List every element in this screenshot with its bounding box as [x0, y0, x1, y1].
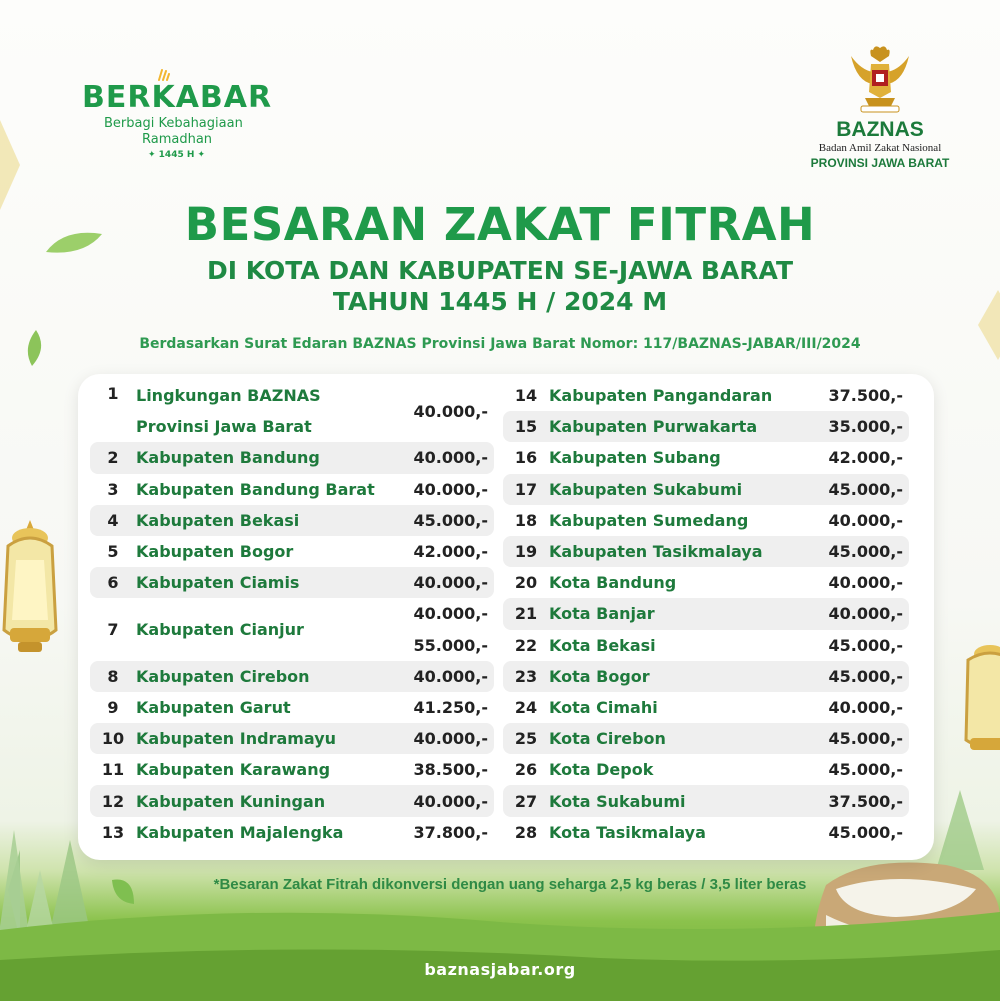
lantern-right-illustration [950, 640, 1000, 770]
row-region: Kabupaten Karawang [136, 760, 331, 780]
row-number: 7 [107, 620, 119, 640]
row-region: Kabupaten Pangandaran [549, 386, 773, 406]
row-number: 5 [107, 542, 119, 562]
table-row [503, 754, 909, 785]
row-amount: 40.000,- [413, 791, 488, 811]
row-amount: 40.000,- [413, 448, 488, 468]
table-row [90, 817, 494, 848]
page-title: BESARAN ZAKAT FITRAH [184, 198, 816, 251]
website-link[interactable]: baznasjabar.org [424, 960, 576, 979]
row-region: Kota Depok [549, 760, 654, 780]
row-amount: 40.000,- [828, 573, 903, 593]
table-row [90, 785, 494, 816]
table-row [503, 598, 909, 629]
table-row [90, 474, 494, 505]
table-row [503, 723, 909, 754]
row-amount: 45.000,- [828, 542, 903, 562]
org-name: BAZNAS [836, 118, 924, 141]
row-region [136, 598, 388, 660]
table-row [90, 661, 494, 692]
brand-tagline-1: Berbagi Kebahagiaan [104, 116, 243, 131]
row-amount: 40.000,- [413, 479, 488, 499]
brand-tagline-2: Ramadhan [142, 132, 213, 147]
row-amount: 40.000,- [413, 666, 488, 686]
row-region: Kabupaten Sumedang [549, 510, 749, 530]
row-amount: 42.000,- [413, 542, 488, 562]
table-row [90, 380, 494, 442]
row-number: 11 [101, 760, 125, 780]
table-row [90, 505, 494, 536]
row-amount: 37.500,- [828, 386, 903, 406]
row-amount: 45.000,- [828, 666, 903, 686]
row-region: Kabupaten Indramayu [136, 729, 337, 749]
row-number: 19 [514, 542, 538, 562]
baznas-logo [800, 42, 960, 174]
table-row [90, 692, 494, 723]
row-number: 15 [514, 417, 538, 437]
row-region: Kota Tasikmalaya [549, 822, 706, 842]
table-row [90, 536, 494, 567]
org-subtitle: Badan Amil Zakat Nasional [818, 142, 942, 154]
row-amount: 55.000,- [413, 635, 488, 655]
table-row [90, 442, 494, 473]
row-region-label: Kabupaten Cianjur [136, 620, 304, 640]
org-province: PROVINSI JAWA BARAT [810, 156, 950, 170]
row-number: 26 [514, 760, 538, 780]
row-number: 20 [514, 573, 538, 593]
ornament-top-left [0, 120, 20, 210]
row-number: 2 [107, 448, 119, 468]
table-row [503, 380, 909, 411]
table-row [503, 505, 909, 536]
table-row [503, 630, 909, 661]
row-amount: 45.000,- [828, 635, 903, 655]
row-region: Kota Banjar [549, 604, 655, 624]
row-number: 16 [514, 448, 538, 468]
row-amount: 40.000,- [413, 729, 488, 749]
lantern-left-illustration [0, 520, 66, 680]
row-number: 8 [107, 666, 119, 686]
berkabar-logo [80, 68, 290, 158]
row-amount: 45.000,- [828, 760, 903, 780]
row-amount: 40.000,- [828, 510, 903, 530]
zakat-table-left-column [90, 380, 494, 848]
row-region: Kabupaten Subang [549, 448, 721, 468]
row-number: 21 [514, 604, 538, 624]
row-number: 12 [101, 791, 125, 811]
reference-note: Berdasarkan Surat Edaran BAZNAS Provinsi Jawa Barat Nomor: 117/BAZNAS-JABAR/III/2024 [139, 336, 861, 352]
row-amount: 37.500,- [828, 791, 903, 811]
row-region: Kabupaten Bekasi [136, 510, 300, 530]
row-region: Kota Bogor [549, 666, 650, 686]
row-number: 22 [514, 635, 538, 655]
garuda-emblem-icon [847, 42, 913, 114]
row-number: 17 [514, 479, 538, 499]
row-number: 13 [101, 822, 125, 842]
row-number: 23 [514, 666, 538, 686]
row-number: 4 [107, 510, 119, 530]
row-amount: 40.000,- [828, 697, 903, 717]
row-region: Kabupaten Sukabumi [549, 479, 743, 499]
row-region: Kabupaten Cirebon [136, 666, 310, 686]
zakat-table-right-column [503, 380, 909, 848]
row-amount: 42.000,- [828, 448, 903, 468]
table-row [503, 785, 909, 816]
row-region [136, 380, 388, 442]
row-number: 10 [101, 729, 125, 749]
row-number: 25 [514, 729, 538, 749]
row-number: 6 [107, 573, 119, 593]
row-number: 18 [514, 510, 538, 530]
row-region: Kabupaten Majalengka [136, 822, 344, 842]
row-number: 1 [107, 384, 119, 403]
row-amount: 40.000,- [413, 604, 488, 624]
row-amount: 41.250,- [413, 698, 488, 717]
row-region: Kota Sukabumi [549, 791, 686, 811]
row-number: 24 [514, 697, 538, 717]
brand-name: BERKABAR [82, 80, 273, 115]
table-row [90, 567, 494, 598]
row-number: 27 [514, 791, 538, 811]
row-amount: 37.800,- [413, 822, 488, 842]
row-amounts [388, 598, 494, 660]
row-amount: 45.000,- [828, 479, 903, 499]
table-row [503, 411, 909, 442]
row-region: Kabupaten Bogor [136, 542, 294, 562]
row-region: Kota Cirebon [549, 729, 666, 749]
table-row [503, 442, 909, 473]
row-region: Kota Bandung [549, 573, 677, 593]
row-amount: 40.000,- [413, 573, 488, 593]
row-region: Kabupaten Garut [136, 698, 291, 717]
page-subtitle-1: DI KOTA DAN KABUPATEN SE-JAWA BARAT [206, 256, 794, 285]
row-number: 9 [107, 698, 119, 717]
row-region: Kabupaten Kuningan [136, 791, 326, 811]
grass-field-illustration [0, 900, 1000, 1001]
table-row [503, 817, 909, 848]
table-row [503, 661, 909, 692]
row-region: Kabupaten Bandung [136, 448, 320, 468]
table-row [503, 536, 909, 567]
row-number: 28 [514, 822, 538, 842]
row-region: Kabupaten Ciamis [136, 573, 300, 593]
row-region: Kabupaten Bandung Barat [136, 479, 375, 499]
row-number: 14 [514, 386, 538, 406]
row-region-line-2: Provinsi Jawa Barat [136, 417, 312, 437]
table-row [503, 692, 909, 723]
row-region-line-1: Lingkungan BAZNAS [136, 386, 321, 406]
row-amount: 35.000,- [828, 417, 903, 437]
row-amount: 40.000,- [828, 604, 903, 624]
page-subtitle-2: TAHUN 1445 H / 2024 M [332, 287, 668, 316]
table-row [90, 754, 494, 785]
row-region: Kabupaten Tasikmalaya [549, 542, 763, 562]
row-amount: 45.000,- [828, 729, 903, 749]
conversion-footnote: *Besaran Zakat Fitrah dikonversi dengan uang seharga 2,5 kg beras / 3,5 liter beras [213, 876, 807, 893]
table-row [503, 567, 909, 598]
row-region: Kota Bekasi [549, 635, 656, 655]
row-region: Kabupaten Purwakarta [549, 417, 758, 437]
row-region: Kota Cimahi [549, 697, 658, 717]
table-row [90, 723, 494, 754]
table-row [503, 474, 909, 505]
row-amount: 45.000,- [828, 822, 903, 842]
brand-year: ✦ 1445 H ✦ [148, 150, 206, 160]
table-row [90, 598, 494, 660]
row-amount: 38.500,- [413, 760, 488, 780]
row-number: 3 [107, 479, 119, 499]
row-amount: 45.000,- [413, 510, 488, 530]
row-amount: 40.000,- [413, 401, 488, 421]
